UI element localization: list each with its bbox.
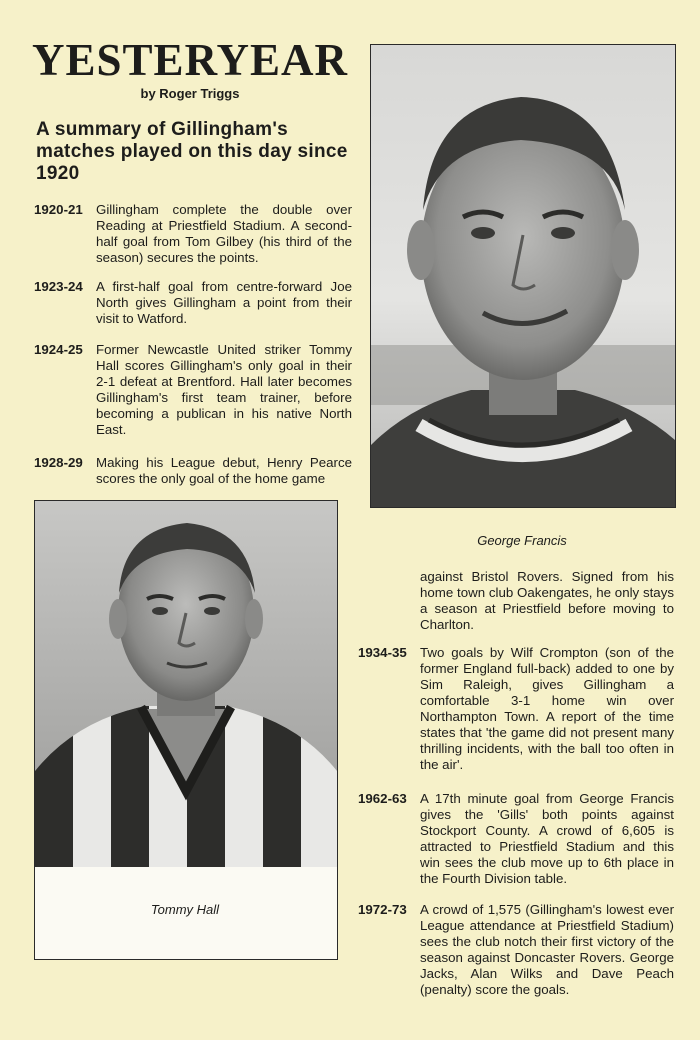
entry-year: 1920-21 (34, 202, 83, 217)
entry-text: Gillingham complete the double over Reading at Priestfield Stadium. A second-half goal from Tom Gilbey (his third of the season) secures the points. (96, 202, 352, 265)
page-title: YESTERYEAR (32, 35, 348, 85)
entry-year: 1923-24 (34, 279, 83, 294)
entry-year: 1928-29 (34, 455, 83, 470)
george-francis-portrait (371, 45, 675, 507)
entry-year: 1972-73 (358, 902, 407, 917)
entry-year: 1934-35 (358, 645, 407, 660)
entry-text: A 17th minute goal from George Francis gives the 'Gills' both points against Stockport County. A crowd of 6,605 is attracted to Priestfield Stadium and this win sees the club move up to 6th place in the Fourth Division table. (420, 791, 674, 886)
caption-tommy-hall: Tommy Hall (150, 902, 220, 917)
entry-text: A crowd of 1,575 (Gillingham's lowest ever League attendance at Priestfield Stadium) sees the club notch their first victory of the season against Doncaster Rovers. George Jacks, Alan Wilks and Dave Peach (penalty) score the goals. (420, 902, 674, 997)
tommy-hall-portrait (35, 501, 337, 867)
entry-text: Former Newcastle United striker Tommy Hall scores Gillingham's only goal in their 2-1 defeat at Brentford. Hall later becomes Gillingham's first team trainer, before becoming a publican in his native North East. (96, 342, 352, 437)
summary-heading: A summary of Gillingham's matches played on this day since 1920 (36, 119, 348, 184)
entry-text: Two goals by Wilf Crompton (son of the former England full-back) added to one by Sim Raleigh, gives Gillingham a comfortable 3-1 home win over Northampton Town. A report of the time states that 'the game did not present many thrilling incidents, with the ball too often in the air'. (420, 645, 674, 772)
entry-year: 1962-63 (358, 791, 407, 806)
caption-george-francis: George Francis (477, 533, 567, 548)
photo-george-francis (370, 44, 676, 508)
entry-1928-29-continuation: against Bristol Rovers. Signed from his home town club Oakengates, he only stays a season at Priestfield before moving to Charlton. (420, 569, 674, 632)
entry-text: Making his League debut, Henry Pearce scores the only goal of the home game (96, 455, 352, 486)
photo-tommy-hall (34, 500, 338, 960)
entry-text: A first-half goal from centre-forward Joe North gives Gillingham a point from their visit to Watford. (96, 279, 352, 326)
entry-year: 1924-25 (34, 342, 83, 357)
byline: by Roger Triggs (140, 86, 240, 101)
